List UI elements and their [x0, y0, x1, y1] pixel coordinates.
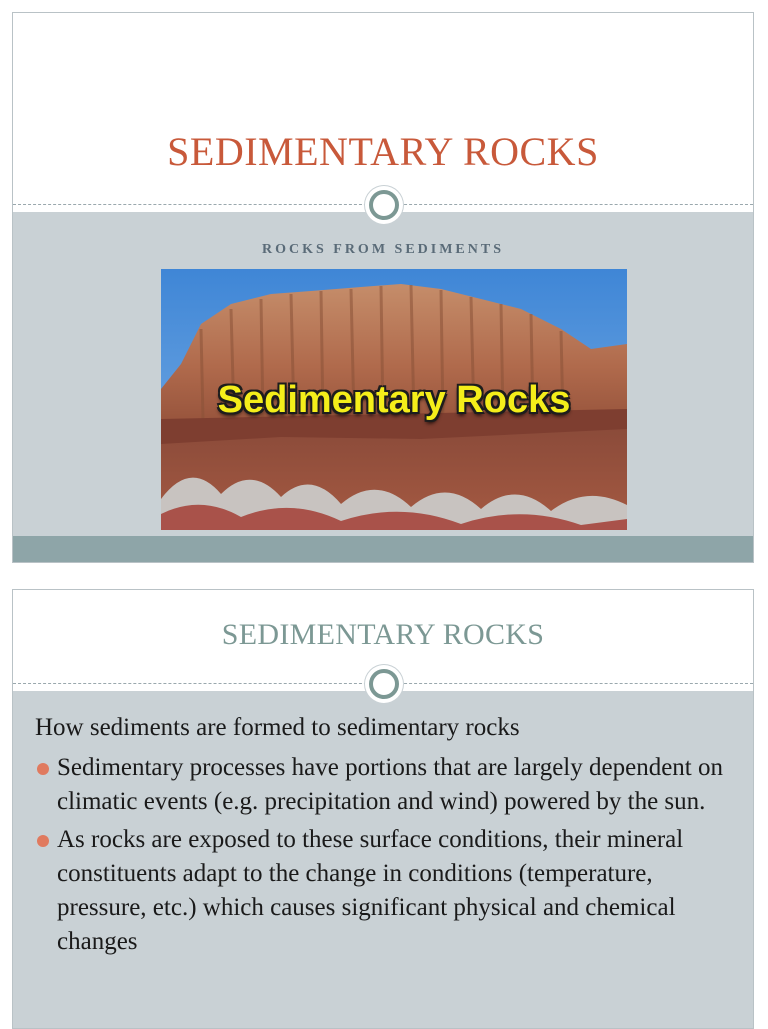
rock-photo: [161, 269, 627, 530]
content-area: [13, 212, 753, 536]
title-area: [13, 13, 753, 206]
ring-ornament-icon: [369, 669, 399, 699]
bullet-dot-icon: [37, 835, 49, 847]
slide-title: SEDIMENTARY ROCKS: [167, 129, 599, 174]
footer-band: [13, 536, 753, 562]
bullet-dot-icon: [37, 763, 49, 775]
intro-text: How sediments are formed to sedimentary rocks: [35, 714, 520, 741]
bullet-item: [35, 751, 735, 819]
slide-subtitle: ROCKS FROM SEDIMENTS: [261, 242, 505, 257]
title-slide: [12, 12, 754, 563]
slide-title: SEDIMENTARY ROCKS: [221, 618, 545, 651]
slide-body: [35, 713, 735, 963]
image-caption: Sedimentary Rocks: [217, 379, 571, 421]
bullet-item: [35, 823, 735, 959]
bullet-text: Sedimentary processes have portions that are largely dependent on climatic events (e.g. precipitation and wind) powered by the sun.: [57, 754, 723, 815]
bullet-text: As rocks are exposed to these surface conditions, their mineral constituents adapt to the change in conditions (temperature, pressure, etc.) which causes significant physical and chemical changes: [57, 826, 684, 955]
content-slide: [12, 589, 754, 1029]
ring-ornament-icon: [369, 190, 399, 220]
content-area: [13, 691, 753, 1028]
